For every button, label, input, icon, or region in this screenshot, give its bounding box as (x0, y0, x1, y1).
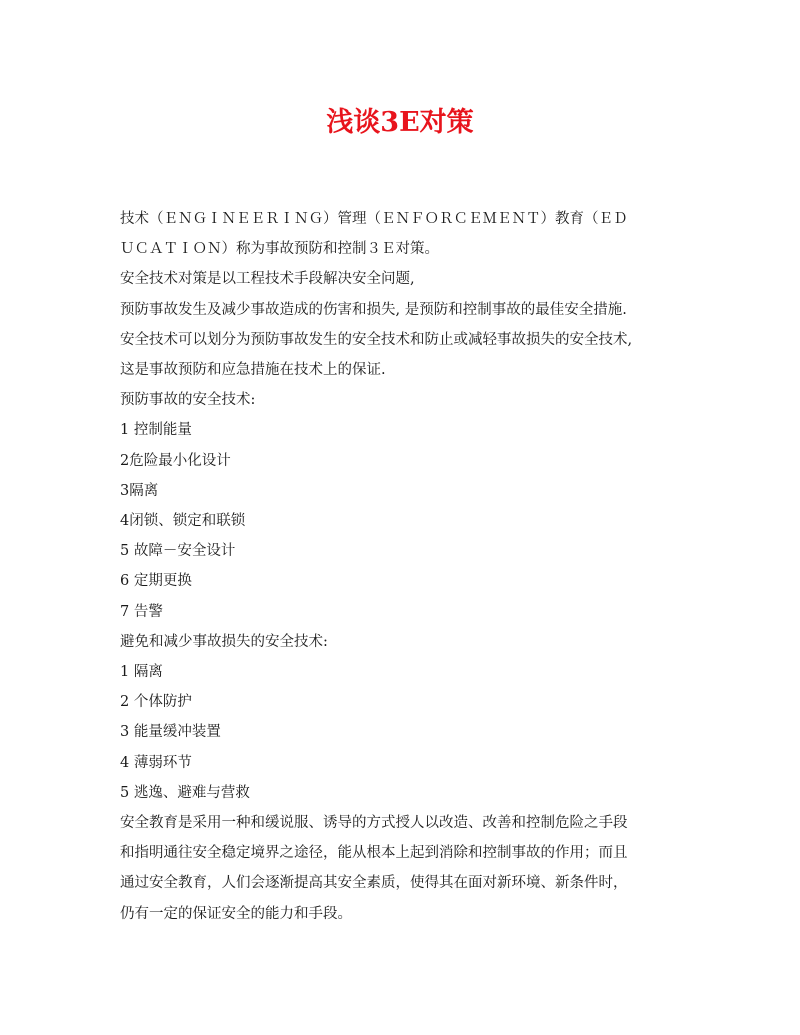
paragraph-line: 仍有一定的保证安全的能力和手段。 (120, 905, 352, 922)
list-item: 3隔离 (120, 482, 159, 499)
list-item: 4 薄弱环节 (120, 754, 192, 771)
section-heading: 预防事故的安全技术: (120, 392, 256, 409)
section-heading: 避免和减少事故损失的安全技术: (120, 633, 328, 650)
list-item: 5 故障－安全设计 (120, 543, 236, 560)
list-item: 1 控制能量 (120, 422, 192, 439)
list-item: 3 能量缓冲装置 (120, 724, 221, 741)
list-item: 5 逃逸、避难与营救 (120, 784, 250, 801)
list-item: 1 隔离 (120, 664, 163, 681)
list-item: 2危险最小化设计 (120, 452, 231, 469)
paragraph-line: ＵＣＡＴＩＯＮ）称为事故预防和控制３Ｅ对策。 (120, 241, 439, 258)
paragraph-line: 通过安全教育，人们会逐渐提高其安全素质，使得其在面对新环境、新条件时， (120, 875, 628, 892)
list-item: 4闭锁、锁定和联锁 (120, 513, 246, 530)
document-title: 浅谈3E对策 (326, 107, 474, 138)
paragraph-line: 安全教育是采用一种和缓说服、诱导的方式授人以改造、改善和控制危险之手段 (120, 815, 628, 832)
paragraph-line: 安全技术对策是以工程技术手段解决安全问题, (120, 271, 415, 288)
paragraph-line: 技术（ＥＮＧＩＮＥＥＲＩＮＧ）管理（ＥＮＦＯＲＣＥＭＥＮＴ）教育（ＥＤ (120, 211, 628, 227)
paragraph-line: 预防事故发生及减少事故造成的伤害和损失, 是预防和控制事故的最佳安全措施. (120, 301, 627, 318)
paragraph-line: 和指明通往安全稳定境界之途径，能从根本上起到消除和控制事故的作用；而且 (120, 845, 628, 862)
list-item: 7 告警 (120, 603, 163, 620)
list-item: 6 定期更换 (120, 573, 192, 590)
list-item: 2 个体防护 (120, 694, 192, 711)
paragraph-line: 这是事故预防和应急措施在技术上的保证. (120, 362, 386, 379)
document-body (120, 204, 680, 929)
paragraph-line: 安全技术可以划分为预防事故发生的安全技术和防止或减轻事故损失的安全技术, (120, 331, 633, 348)
